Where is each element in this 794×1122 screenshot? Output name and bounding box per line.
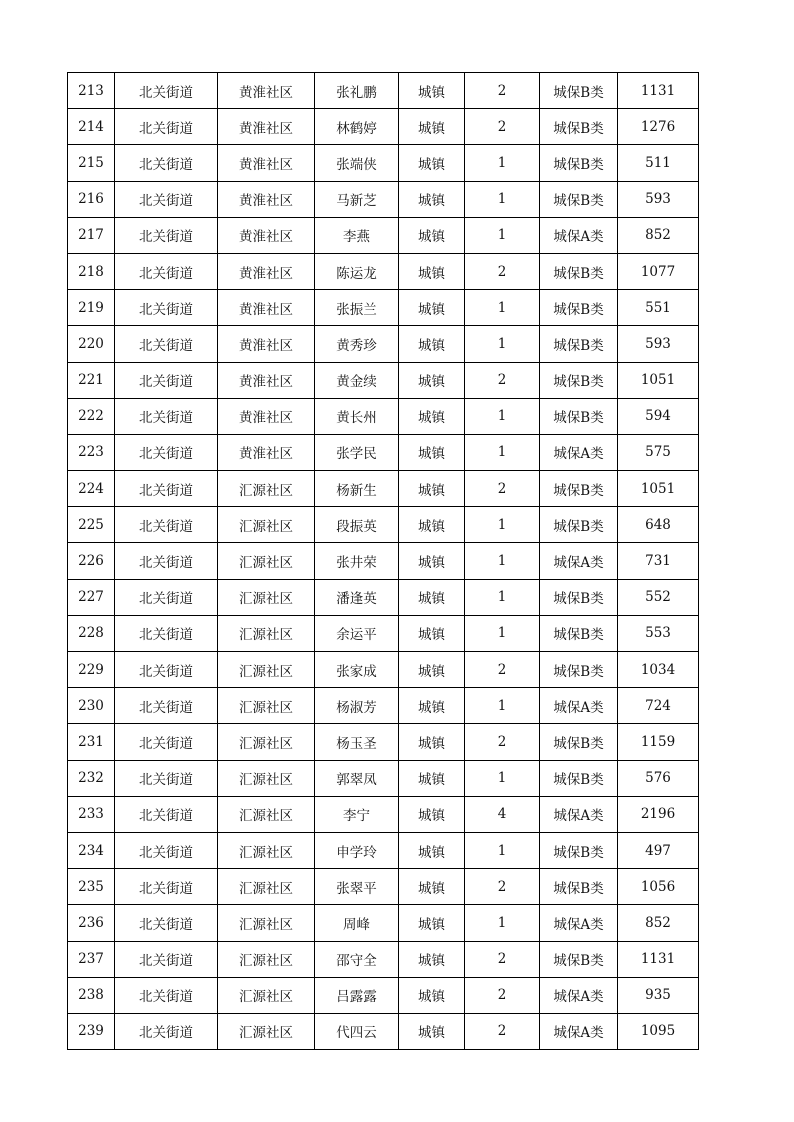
category-cell: 城保B类	[540, 869, 618, 905]
community-cell: 黄淮社区	[218, 109, 315, 145]
amount-cell: 575	[618, 434, 699, 470]
name-cell: 张振兰	[315, 290, 399, 326]
table-row	[68, 471, 699, 507]
category-cell: 城保B类	[540, 73, 618, 109]
community-cell: 黄淮社区	[218, 181, 315, 217]
community-cell: 汇源社区	[218, 543, 315, 579]
community-cell: 汇源社区	[218, 471, 315, 507]
name-cell: 郭翠凤	[315, 760, 399, 796]
table-row	[68, 941, 699, 977]
name-cell: 吕露露	[315, 977, 399, 1013]
household-count-cell: 1	[465, 688, 540, 724]
table-row	[68, 688, 699, 724]
subdistrict-cell: 北关街道	[115, 326, 218, 362]
community-cell: 汇源社区	[218, 905, 315, 941]
table-row	[68, 181, 699, 217]
area-type-cell: 城镇	[399, 507, 465, 543]
household-count-cell: 1	[465, 398, 540, 434]
area-type-cell: 城镇	[399, 109, 465, 145]
table-row	[68, 977, 699, 1013]
household-count-cell: 1	[465, 543, 540, 579]
name-cell: 杨淑芳	[315, 688, 399, 724]
household-count-cell: 2	[465, 109, 540, 145]
table-row	[68, 326, 699, 362]
category-cell: 城保B类	[540, 760, 618, 796]
area-type-cell: 城镇	[399, 73, 465, 109]
name-cell: 林鹤婷	[315, 109, 399, 145]
household-count-cell: 1	[465, 290, 540, 326]
name-cell: 黄金续	[315, 362, 399, 398]
subdistrict-cell: 北关街道	[115, 760, 218, 796]
table-row	[68, 290, 699, 326]
area-type-cell: 城镇	[399, 615, 465, 651]
amount-cell: 852	[618, 217, 699, 253]
table-row	[68, 145, 699, 181]
community-cell: 黄淮社区	[218, 398, 315, 434]
household-count-cell: 1	[465, 217, 540, 253]
household-count-cell: 2	[465, 977, 540, 1013]
subdistrict-cell: 北关街道	[115, 869, 218, 905]
subdistrict-cell: 北关街道	[115, 434, 218, 470]
row-number-cell: 236	[68, 905, 115, 941]
subdistrict-cell: 北关街道	[115, 905, 218, 941]
amount-cell: 731	[618, 543, 699, 579]
area-type-cell: 城镇	[399, 724, 465, 760]
area-type-cell: 城镇	[399, 398, 465, 434]
name-cell: 周峰	[315, 905, 399, 941]
table-row	[68, 652, 699, 688]
subdistrict-cell: 北关街道	[115, 471, 218, 507]
row-number-cell: 220	[68, 326, 115, 362]
category-cell: 城保B类	[540, 290, 618, 326]
row-number-cell: 227	[68, 579, 115, 615]
community-cell: 汇源社区	[218, 615, 315, 651]
name-cell: 代四云	[315, 1013, 399, 1049]
area-type-cell: 城镇	[399, 362, 465, 398]
household-count-cell: 1	[465, 434, 540, 470]
row-number-cell: 229	[68, 652, 115, 688]
household-count-cell: 1	[465, 760, 540, 796]
name-cell: 李宁	[315, 796, 399, 832]
row-number-cell: 222	[68, 398, 115, 434]
subdistrict-cell: 北关街道	[115, 688, 218, 724]
category-cell: 城保A类	[540, 796, 618, 832]
name-cell: 张礼鹏	[315, 73, 399, 109]
table-row	[68, 832, 699, 868]
community-cell: 汇源社区	[218, 869, 315, 905]
household-count-cell: 2	[465, 73, 540, 109]
name-cell: 余运平	[315, 615, 399, 651]
area-type-cell: 城镇	[399, 471, 465, 507]
community-cell: 汇源社区	[218, 688, 315, 724]
row-number-cell: 232	[68, 760, 115, 796]
area-type-cell: 城镇	[399, 579, 465, 615]
row-number-cell: 219	[68, 290, 115, 326]
amount-cell: 1131	[618, 941, 699, 977]
amount-cell: 935	[618, 977, 699, 1013]
area-type-cell: 城镇	[399, 217, 465, 253]
name-cell: 邵守全	[315, 941, 399, 977]
household-count-cell: 2	[465, 652, 540, 688]
amount-cell: 1051	[618, 362, 699, 398]
category-cell: 城保B类	[540, 724, 618, 760]
name-cell: 张端侠	[315, 145, 399, 181]
area-type-cell: 城镇	[399, 832, 465, 868]
household-count-cell: 2	[465, 1013, 540, 1049]
community-cell: 汇源社区	[218, 724, 315, 760]
table-row	[68, 905, 699, 941]
name-cell: 张翠平	[315, 869, 399, 905]
amount-cell: 1131	[618, 73, 699, 109]
subdistrict-cell: 北关街道	[115, 1013, 218, 1049]
subdistrict-cell: 北关街道	[115, 724, 218, 760]
subdistrict-cell: 北关街道	[115, 181, 218, 217]
category-cell: 城保A类	[540, 434, 618, 470]
name-cell: 黄长州	[315, 398, 399, 434]
table-row	[68, 724, 699, 760]
category-cell: 城保B类	[540, 326, 618, 362]
area-type-cell: 城镇	[399, 543, 465, 579]
subdistrict-cell: 北关街道	[115, 253, 218, 289]
household-count-cell: 1	[465, 615, 540, 651]
name-cell: 黄秀珍	[315, 326, 399, 362]
amount-cell: 497	[618, 832, 699, 868]
subdistrict-cell: 北关街道	[115, 362, 218, 398]
subdistrict-cell: 北关街道	[115, 109, 218, 145]
row-number-cell: 239	[68, 1013, 115, 1049]
subdistrict-cell: 北关街道	[115, 507, 218, 543]
row-number-cell: 216	[68, 181, 115, 217]
community-cell: 汇源社区	[218, 796, 315, 832]
category-cell: 城保B类	[540, 145, 618, 181]
table-row	[68, 362, 699, 398]
table-row	[68, 869, 699, 905]
household-count-cell: 1	[465, 507, 540, 543]
table-body	[68, 73, 699, 1050]
row-number-cell: 235	[68, 869, 115, 905]
amount-cell: 1051	[618, 471, 699, 507]
subdistrict-cell: 北关街道	[115, 652, 218, 688]
community-cell: 汇源社区	[218, 507, 315, 543]
amount-cell: 594	[618, 398, 699, 434]
household-count-cell: 2	[465, 253, 540, 289]
category-cell: 城保A类	[540, 1013, 618, 1049]
category-cell: 城保B类	[540, 941, 618, 977]
area-type-cell: 城镇	[399, 434, 465, 470]
area-type-cell: 城镇	[399, 869, 465, 905]
row-number-cell: 214	[68, 109, 115, 145]
amount-cell: 1276	[618, 109, 699, 145]
row-number-cell: 223	[68, 434, 115, 470]
table-row	[68, 434, 699, 470]
community-cell: 汇源社区	[218, 760, 315, 796]
row-number-cell: 213	[68, 73, 115, 109]
area-type-cell: 城镇	[399, 253, 465, 289]
community-cell: 黄淮社区	[218, 434, 315, 470]
community-cell: 黄淮社区	[218, 253, 315, 289]
household-count-cell: 1	[465, 181, 540, 217]
table-row	[68, 398, 699, 434]
community-cell: 汇源社区	[218, 977, 315, 1013]
area-type-cell: 城镇	[399, 290, 465, 326]
amount-cell: 2196	[618, 796, 699, 832]
community-cell: 汇源社区	[218, 1013, 315, 1049]
amount-cell: 551	[618, 290, 699, 326]
row-number-cell: 226	[68, 543, 115, 579]
name-cell: 马新芝	[315, 181, 399, 217]
household-count-cell: 1	[465, 905, 540, 941]
category-cell: 城保B类	[540, 652, 618, 688]
category-cell: 城保B类	[540, 507, 618, 543]
community-cell: 汇源社区	[218, 652, 315, 688]
category-cell: 城保B类	[540, 471, 618, 507]
category-cell: 城保A类	[540, 543, 618, 579]
row-number-cell: 237	[68, 941, 115, 977]
amount-cell: 576	[618, 760, 699, 796]
category-cell: 城保A类	[540, 688, 618, 724]
name-cell: 潘逢英	[315, 579, 399, 615]
area-type-cell: 城镇	[399, 941, 465, 977]
amount-cell: 593	[618, 181, 699, 217]
name-cell: 张井荣	[315, 543, 399, 579]
category-cell: 城保B类	[540, 109, 618, 145]
table-row	[68, 507, 699, 543]
subdistrict-cell: 北关街道	[115, 615, 218, 651]
category-cell: 城保A类	[540, 905, 618, 941]
subdistrict-cell: 北关街道	[115, 217, 218, 253]
category-cell: 城保B类	[540, 398, 618, 434]
table-row	[68, 543, 699, 579]
name-cell: 杨玉圣	[315, 724, 399, 760]
amount-cell: 593	[618, 326, 699, 362]
area-type-cell: 城镇	[399, 1013, 465, 1049]
amount-cell: 852	[618, 905, 699, 941]
amount-cell: 552	[618, 579, 699, 615]
row-number-cell: 224	[68, 471, 115, 507]
category-cell: 城保B类	[540, 362, 618, 398]
community-cell: 汇源社区	[218, 941, 315, 977]
category-cell: 城保B类	[540, 832, 618, 868]
community-cell: 黄淮社区	[218, 362, 315, 398]
household-count-cell: 1	[465, 579, 540, 615]
subdistrict-cell: 北关街道	[115, 73, 218, 109]
name-cell: 段振英	[315, 507, 399, 543]
community-cell: 黄淮社区	[218, 326, 315, 362]
amount-cell: 1095	[618, 1013, 699, 1049]
community-cell: 黄淮社区	[218, 145, 315, 181]
name-cell: 张家成	[315, 652, 399, 688]
area-type-cell: 城镇	[399, 905, 465, 941]
category-cell: 城保A类	[540, 977, 618, 1013]
category-cell: 城保B类	[540, 181, 618, 217]
subdistrict-cell: 北关街道	[115, 977, 218, 1013]
table-row	[68, 109, 699, 145]
row-number-cell: 231	[68, 724, 115, 760]
row-number-cell: 215	[68, 145, 115, 181]
category-cell: 城保A类	[540, 217, 618, 253]
category-cell: 城保B类	[540, 253, 618, 289]
row-number-cell: 238	[68, 977, 115, 1013]
household-count-cell: 4	[465, 796, 540, 832]
row-number-cell: 230	[68, 688, 115, 724]
household-count-cell: 2	[465, 941, 540, 977]
household-count-cell: 2	[465, 869, 540, 905]
amount-cell: 1159	[618, 724, 699, 760]
row-number-cell: 234	[68, 832, 115, 868]
area-type-cell: 城镇	[399, 688, 465, 724]
household-count-cell: 1	[465, 145, 540, 181]
table-row	[68, 1013, 699, 1049]
table-row	[68, 615, 699, 651]
name-cell: 李燕	[315, 217, 399, 253]
amount-cell: 724	[618, 688, 699, 724]
row-number-cell: 228	[68, 615, 115, 651]
row-number-cell: 221	[68, 362, 115, 398]
household-count-cell: 1	[465, 832, 540, 868]
household-count-cell: 2	[465, 724, 540, 760]
table-row	[68, 253, 699, 289]
area-type-cell: 城镇	[399, 145, 465, 181]
table-row	[68, 73, 699, 109]
row-number-cell: 233	[68, 796, 115, 832]
household-count-cell: 1	[465, 326, 540, 362]
amount-cell: 648	[618, 507, 699, 543]
name-cell: 陈运龙	[315, 253, 399, 289]
amount-cell: 1056	[618, 869, 699, 905]
community-cell: 黄淮社区	[218, 290, 315, 326]
area-type-cell: 城镇	[399, 326, 465, 362]
category-cell: 城保B类	[540, 615, 618, 651]
row-number-cell: 218	[68, 253, 115, 289]
table-row	[68, 760, 699, 796]
subdistrict-cell: 北关街道	[115, 145, 218, 181]
data-table	[67, 72, 699, 1050]
name-cell: 申学玲	[315, 832, 399, 868]
area-type-cell: 城镇	[399, 652, 465, 688]
amount-cell: 553	[618, 615, 699, 651]
row-number-cell: 217	[68, 217, 115, 253]
table-row	[68, 579, 699, 615]
table-row	[68, 217, 699, 253]
area-type-cell: 城镇	[399, 977, 465, 1013]
subdistrict-cell: 北关街道	[115, 543, 218, 579]
community-cell: 汇源社区	[218, 832, 315, 868]
community-cell: 黄淮社区	[218, 217, 315, 253]
community-cell: 黄淮社区	[218, 73, 315, 109]
subdistrict-cell: 北关街道	[115, 579, 218, 615]
household-count-cell: 2	[465, 471, 540, 507]
name-cell: 张学民	[315, 434, 399, 470]
category-cell: 城保B类	[540, 579, 618, 615]
subdistrict-cell: 北关街道	[115, 941, 218, 977]
subdistrict-cell: 北关街道	[115, 796, 218, 832]
area-type-cell: 城镇	[399, 181, 465, 217]
amount-cell: 1034	[618, 652, 699, 688]
subdistrict-cell: 北关街道	[115, 398, 218, 434]
row-number-cell: 225	[68, 507, 115, 543]
amount-cell: 1077	[618, 253, 699, 289]
community-cell: 汇源社区	[218, 579, 315, 615]
subdistrict-cell: 北关街道	[115, 290, 218, 326]
amount-cell: 511	[618, 145, 699, 181]
table-row	[68, 796, 699, 832]
subdistrict-cell: 北关街道	[115, 832, 218, 868]
name-cell: 杨新生	[315, 471, 399, 507]
area-type-cell: 城镇	[399, 760, 465, 796]
area-type-cell: 城镇	[399, 796, 465, 832]
household-count-cell: 2	[465, 362, 540, 398]
